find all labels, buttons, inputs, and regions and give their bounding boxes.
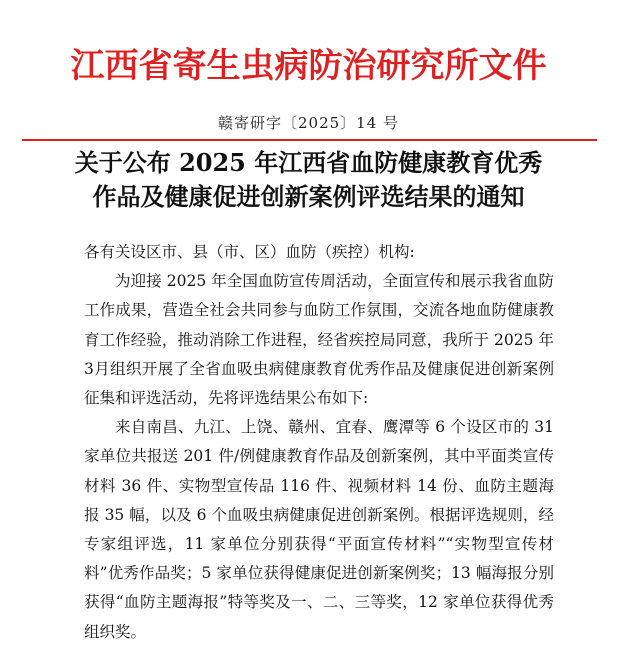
- notice-title-line-2: 作品及健康促进创新案例评选结果的通知: [92, 182, 525, 211]
- issuer-red-header: 江西省寄生虫病防治研究所文件: [70, 46, 547, 86]
- body-paragraph: 为迎接 2025 年全国血防宣传周活动，全面宣传和展示我省血防工作成果，营造全社会共同参与血防工作氛围，交流各地血防健康教育工作经验，推动消除工作进程，经省疾控局同意，我所于 2025 年 3月组织开展了全省血吸虫病健康教育优秀作品及健康促进创新案例征集和评选活动，先将评选结果公布如下:: [84, 272, 554, 408]
- notice-title: [0, 146, 617, 214]
- notice-body: [84, 238, 554, 647]
- red-divider-line: [22, 139, 597, 141]
- notice-title-line-1: 关于公布 2025 年江西省血防健康教育优秀: [74, 148, 543, 177]
- salutation: 各有关设区市、县（市、区）血防（疾控）机构:: [84, 243, 415, 261]
- document-number: 赣寄研字〔2025〕14 号: [217, 114, 400, 132]
- body-paragraph: 来自南昌、九江、上饶、赣州、宜春、鹰潭等 6 个设区市的 31 家单位共报送 201 件/例健康教育作品及创新案例，其中平面类宣传材料 36 件、实物型宣传品 116 件、视频材料 14 份、血防主题海报 35 幅，以及 6 个血吸虫病健康促进创新案例。根据评选规则，经专家组评选，11 家单位分别获得“平面宣传材料”“实物型宣传材料”优秀作品奖；5 家单位获得健康促进创新案例奖；13 幅海报分别获得“血防主题海报”特等奖及一、二、三等奖，12 家单位获得优秀组织奖。: [84, 418, 554, 641]
